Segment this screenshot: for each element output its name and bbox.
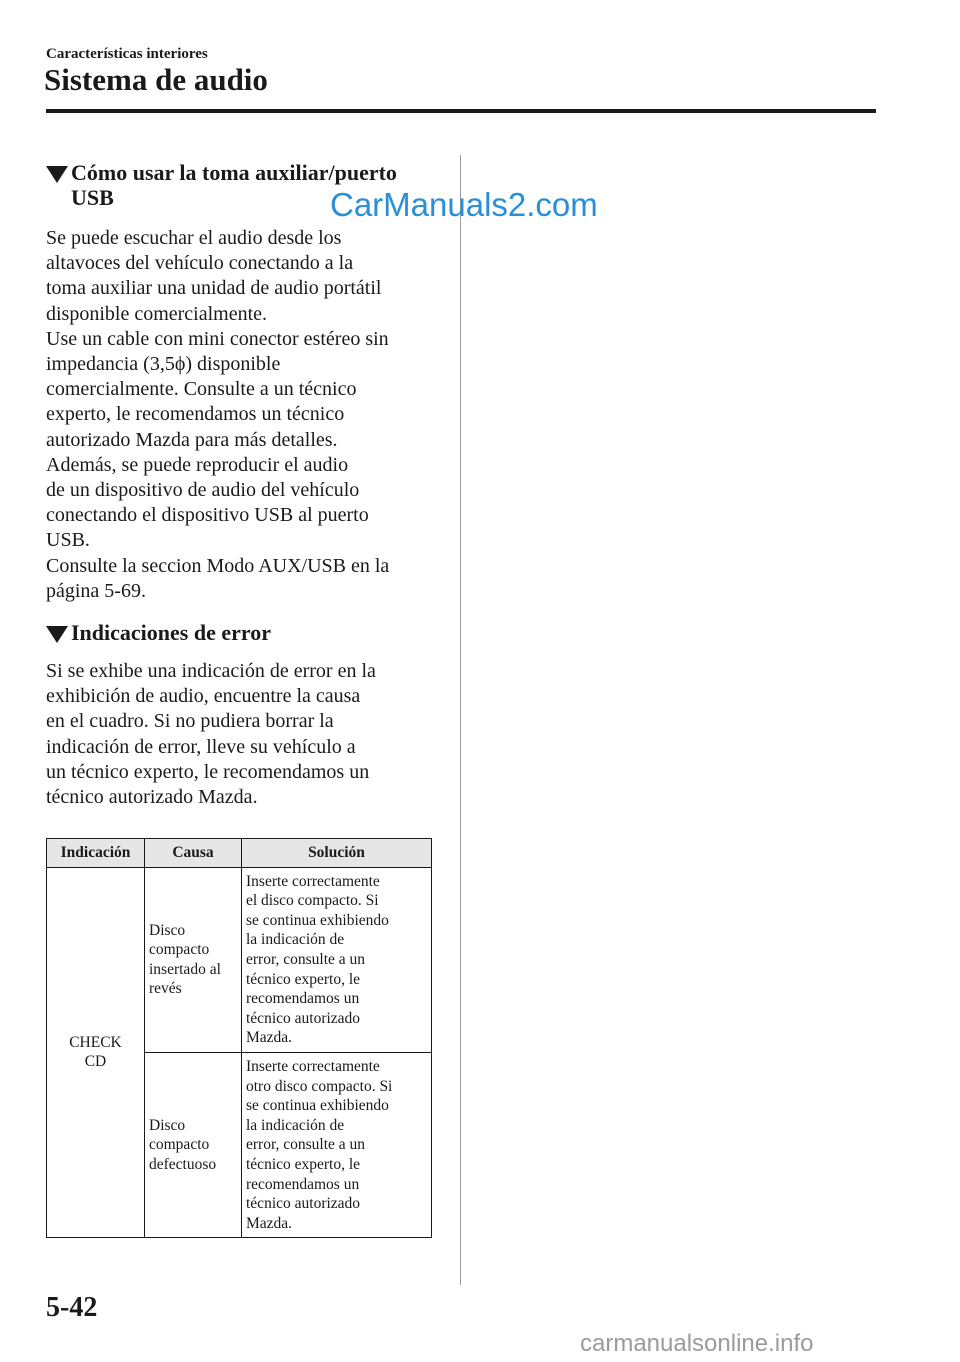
text-line: USB. [46,529,90,552]
text-line: Consulte la seccion Modo AUX/USB en la [46,554,390,577]
col-header-cause: Causa [145,839,242,868]
col-header-indication: Indicación [47,839,145,868]
text-line: otro disco compacto. Si [246,1077,393,1095]
cause-cell [145,1052,242,1237]
indication-cell [47,867,145,1238]
text-line: indicación de error, lleve su vehículo a [46,735,356,758]
text-line: técnico autorizado Mazda. [46,786,258,809]
text-line: página 5-69. [46,579,146,602]
text-line: en el cuadro. Si no pudiera borrar la [46,710,334,733]
text-line: Disco [149,1116,186,1134]
text-line: exhibición de audio, encuentre la causa [46,685,361,708]
triangle-bullet-icon [46,166,68,183]
error-table [46,838,432,1238]
aux-usb-body [46,226,436,604]
text-line: error, consulte a un [246,950,366,968]
text-line: Disco [149,921,186,939]
text-line: de un dispositivo de audio del vehículo [46,479,360,502]
text-line: recomendamos un [246,1175,360,1193]
text-line: técnico autorizado [246,1195,361,1213]
cause-cell [145,867,242,1052]
text-line: el disco compacto. Si [246,892,379,910]
text-line: Mazda. [246,1029,293,1047]
text-line: conectando el dispositivo USB al puerto [46,504,369,527]
solution-cell [242,1052,432,1237]
heading-error-text: Indicaciones de error [71,620,272,645]
text-line: toma auxiliar una unidad de audio portátil [46,277,382,300]
text-line: Además, se puede reproducir el audio [46,453,349,476]
col-header-solution: Solución [242,839,432,868]
text-line: la indicación de [246,1116,345,1134]
section-aux-usb [46,160,436,604]
section-label: Características interiores [46,46,208,62]
page-title: Sistema de audio [44,62,268,97]
indication-line: CD [84,1053,107,1071]
text-line: error, consulte a un [246,1136,366,1154]
table-row [47,867,432,1052]
text-line: la indicación de [246,931,345,949]
triangle-bullet-icon [46,626,68,643]
text-line: compacto [149,941,210,959]
heading-error [46,620,436,645]
text-line: Se puede escuchar el audio desde los [46,227,342,249]
text-line: autorizado Mazda para más detalles. [46,428,338,451]
text-line: técnico experto, le [246,1155,361,1173]
text-line: técnico autorizado [246,1009,361,1027]
column-divider [460,155,461,1285]
section-error [46,620,436,810]
header-rule [46,109,876,113]
text-line: se continua exhibiendo [246,911,389,929]
footer-watermark: carmanualsonline.info [580,1330,814,1357]
text-line: Mazda. [246,1214,293,1232]
text-line: impedancia (3,5ϕ) disponible [46,353,281,376]
text-line: Inserte correctamente [246,872,380,890]
solution-cell [242,867,432,1052]
table-header-row [47,839,432,868]
text-line: técnico experto, le [246,970,361,988]
text-line: Use un cable con mini conector estéreo sin [46,327,389,350]
text-line: un técnico experto, le recomendamos un [46,760,370,783]
watermark-logo: CarManuals2.com [330,186,598,223]
error-body [46,659,436,810]
text-line: Si se exhibe una indicación de error en la [46,660,376,682]
heading-aux-usb-text: Cómo usar la toma auxiliar/puerto USB [71,160,397,210]
text-line: experto, le recomendamos un técnico [46,403,345,426]
text-line: defectuoso [149,1155,217,1173]
text-line: revés [149,980,182,998]
text-line: compacto [149,1136,210,1154]
text-line: comercialmente. Consulte a un técnico [46,378,357,401]
indication-line: CHECK [69,1033,122,1051]
text-line: Inserte correctamente [246,1057,380,1075]
text-line: disponible comercialmente. [46,302,268,325]
text-line: recomendamos un [246,990,360,1008]
text-line: se continua exhibiendo [246,1097,389,1115]
text-line: insertado al [149,960,221,978]
page-number: 5-42 [46,1292,98,1323]
text-line: altavoces del vehículo conectando a la [46,252,354,275]
